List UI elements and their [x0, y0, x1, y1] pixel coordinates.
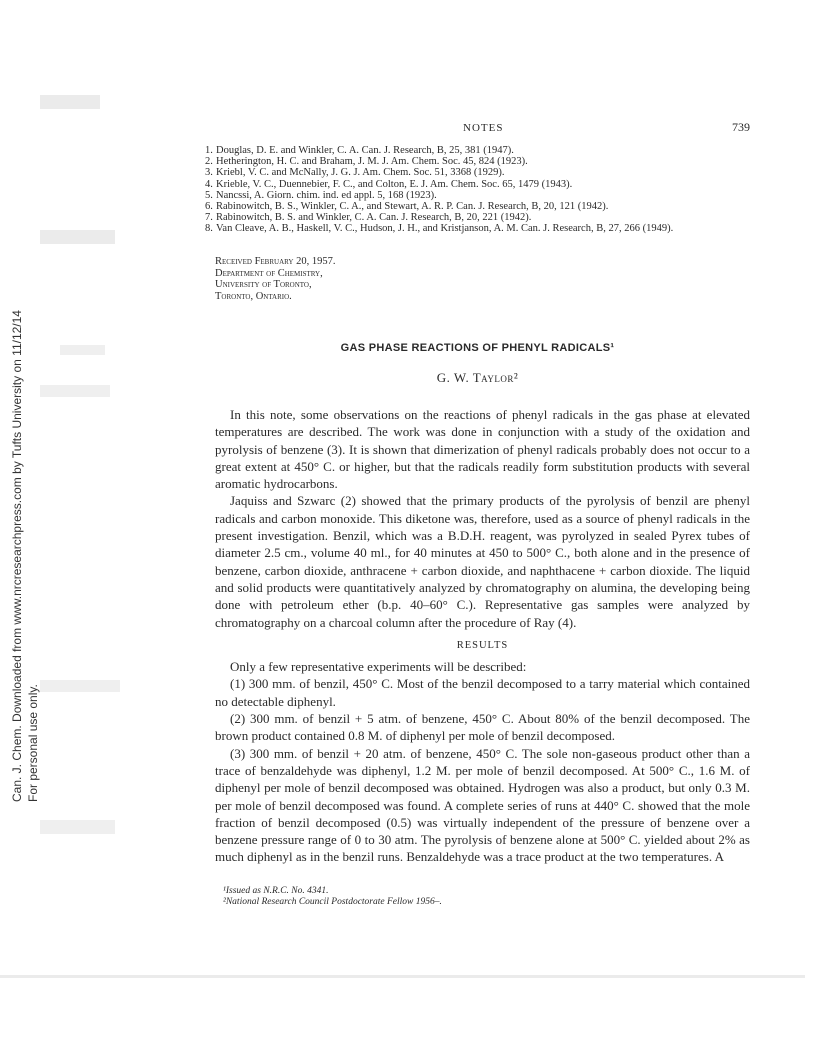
scan-noise [40, 230, 115, 244]
affiliation-line: Toronto, Ontario. [215, 290, 292, 302]
affiliation-line: Department of Chemistry, [215, 267, 323, 279]
footnote: ²National Research Council Postdoctorate Fellow 1956–. [223, 897, 442, 907]
page-number: 739 [732, 120, 750, 134]
article-author: G. W. Taylor² [436, 370, 519, 385]
scan-noise [40, 820, 115, 834]
reference-item: 3. Kriebl, V. C. and McNally, J. G. J. Am. Chem. Soc. 51, 3368 (1929). [205, 167, 505, 179]
body-paragraph: (2) 300 mm. of benzil + 5 atm. of benzene, 450° C. About 80% of the benzil decomposed. The brown product contained 0.8 M. of diphenyl per mole of benzil decomposed. [215, 711, 750, 744]
reference-item: 2. Hetherington, H. C. and Braham, J. M. J. Am. Chem. Soc. 45, 824 (1923). [205, 156, 528, 168]
watermark-line-1: Can. J. Chem. Downloaded from www.nrcresearchpress.com by Tufts University on 11/12/14 [10, 310, 24, 802]
body-paragraph: In this note, some observations on the reactions of phenyl radicals in the gas phase at elevated temperatures are described. The work was done in conjunction with a study of the oxidation and pyrolysis of benzene (3). It is shown that dimerization of phenyl radicals probably does not occur to a great extent at 450° C. or higher, but that the radicals readily form substitution products with several aromatic hydrocarbons. [215, 407, 750, 492]
download-watermark [2, 250, 52, 810]
scan-noise [60, 345, 105, 355]
scan-noise [40, 95, 100, 109]
body-paragraph: Jaquiss and Szwarc (2) showed that the primary products of the pyrolysis of benzil are phenyl radicals and carbon monoxide. This diketone was, therefore, used as a source of phenyl radicals in the present investigation. Benzil, which was a B.D.H. reagent, was pyrolyzed in sealed Pyrex tubes of diameter 2.5 cm., volume 40 ml., for 40 minutes at 450 to 500° C., both alone and in the presence of benzene, carbon dioxide, anthracene + carbon dioxide, and naphthacene + carbon dioxide. The liquid and solid products were quantitatively analyzed by chromatography on alumina, the developing being done with petroleum ether (b.p. 40–60° C.). Representative gas samples were analyzed by chromatography on a charcoal column after the procedure of Ray (4). [215, 493, 750, 630]
body-paragraph: (3) 300 mm. of benzil + 20 atm. of benzene, 450° C. The sole non-gaseous product other than a trace of benzaldehyde was diphenyl, 1.2 M. per mole of benzil decomposed. At 500° C., 1.6 M. of diphenyl per mole of benzil decomposed was obtained. Hydrogen was also a product, but only 0.3 M. per mole of benzil decomposed was found. A complete series of runs at 440° C. showed that the mole fraction of benzil decomposed (0.5) was virtually independent of the pressure of benzene over a benzene pressure range of 0 to 30 atm. The pyrolysis of benzene alone at 500° C. yielded about 2% as much diphenyl as in the benzil runs. Benzaldehyde was a trace product at the two temperatures. A [215, 745, 750, 865]
reference-list [205, 145, 750, 235]
footnotes [223, 886, 442, 908]
body-paragraph: Only a few representative experiments will be described: [230, 659, 527, 675]
page-header [205, 120, 750, 136]
reference-item: 8. Van Cleave, A. B., Haskell, V. C., Hudson, J. H., and Kristjanson, A. M. Can. J. Research, B, 27, 266 (1949). [205, 223, 674, 235]
reference-item: 7. Rabinowitch, B. S. and Winkler, C. A. Can. J. Research, B, 20, 221 (1942). [205, 212, 532, 224]
watermark-line-2: For personal use only. [26, 684, 40, 802]
received-date: Received February 20, 1957. [215, 256, 336, 267]
footnote: ¹Issued as N.R.C. No. 4341. [223, 886, 329, 896]
results-heading: RESULTS [456, 639, 509, 651]
scan-noise [40, 385, 110, 397]
scan-noise [40, 680, 120, 692]
article-title: GAS PHASE REACTIONS OF PHENYL RADICALS¹ [340, 342, 615, 354]
reference-item: 1. Douglas, D. E. and Winkler, C. A. Can. J. Research, B, 25, 381 (1947). [205, 145, 514, 156]
running-title: NOTES [463, 122, 504, 134]
article-body [215, 406, 750, 866]
scan-noise [0, 975, 805, 978]
reference-item: 4. Krieble, V. C., Duennebier, F. C., and Colton, E. J. Am. Chem. Soc. 65, 1479 (1943). [205, 178, 573, 190]
received-block [215, 256, 335, 302]
reference-item: 5. Nancssi, A. Giorn. chim. ind. ed appl. 5, 168 (1923). [205, 189, 437, 201]
body-paragraph: (1) 300 mm. of benzil, 450° C. Most of the benzil decomposed to a tarry material which contained no detectable diphenyl. [215, 676, 750, 709]
reference-item: 6. Rabinowitch, B. S., Winkler, C. A., and Stewart, A. R. P. Can. J. Research, B, 20, 121 (1942). [205, 201, 609, 213]
affiliation-line: University of Toronto, [215, 279, 312, 290]
